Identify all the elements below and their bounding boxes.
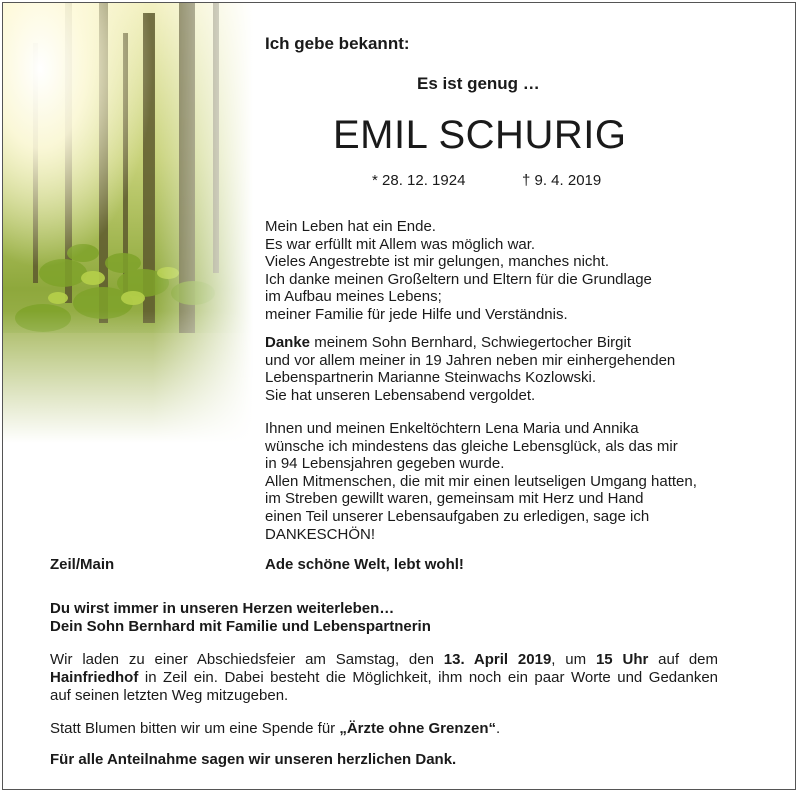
text-line: im Streben gewillt waren, gemeinsam mit Herz und Hand bbox=[265, 490, 644, 508]
charity-name: „Ärzte ohne Grenzen“ bbox=[339, 720, 497, 737]
ceremony-location: Hainfriedhof bbox=[50, 668, 139, 686]
text-line: Es war erfüllt mit Allem was möglich war. bbox=[265, 235, 536, 253]
text-line: wünsche ich mindestens das gleiche Lebensglück, als das mir bbox=[265, 437, 678, 455]
text-line: meiner Familie für jede Hilfe und Verständnis. bbox=[265, 305, 568, 323]
birth-date: * 28. 12. 1924 bbox=[372, 172, 466, 189]
invitation-paragraph bbox=[50, 651, 718, 704]
text-line: Lebenspartnerin Marianne Steinwachs Kozlowski. bbox=[265, 369, 597, 387]
text-line: in 94 Lebensjahren gegeben wurde. bbox=[265, 455, 505, 473]
deceased-name: EMIL SCHURIG bbox=[333, 113, 627, 157]
family-signature bbox=[50, 600, 718, 636]
thanks-word: Danke bbox=[265, 334, 311, 351]
paragraph-life bbox=[265, 218, 735, 324]
text-line: Vieles Angestrebte ist mir gelungen, manches nicht. bbox=[265, 253, 610, 271]
farewell-line: Ade schöne Welt, lebt wohl! bbox=[265, 556, 464, 573]
text-line: auf seinen letzten Weg mitzugeben. bbox=[50, 686, 289, 704]
text-line: Mein Leben hat ein Ende. bbox=[265, 218, 436, 235]
paragraph-thanks bbox=[265, 334, 735, 404]
ceremony-time: 15 Uhr bbox=[595, 651, 649, 668]
text-line: Danke meinem Sohn Bernhard, Schwiegertocher Birgit bbox=[265, 334, 632, 351]
death-date: † 9. 4. 2019 bbox=[522, 172, 602, 189]
text-line: Sie hat unseren Lebensabend vergoldet. bbox=[265, 386, 536, 404]
text-line: einen Teil unserer Lebensaufgaben zu erledigen, sage ich bbox=[265, 507, 650, 525]
family-line-2: Dein Sohn Bernhard mit Familie und Lebenspartnerin bbox=[50, 617, 431, 635]
text-line: Hainfriedhof in Zeil ein. Dabei besteht die Möglichkeit, ihm noch ein paar Worte und Gedanken bbox=[50, 668, 718, 686]
text-line: und vor allem meiner in 19 Jahren neben mir einhergehenden bbox=[265, 351, 676, 369]
forest-image bbox=[3, 3, 253, 443]
place-label: Zeil/Main bbox=[50, 556, 115, 573]
intro-heading: Ich gebe bekannt: bbox=[265, 34, 410, 53]
ceremony-date: 13. April 2019 bbox=[443, 651, 552, 668]
text-line: DANKESCHÖN! bbox=[265, 525, 376, 543]
donation-line: Statt Blumen bitten wir um eine Spende für „Ärzte ohne Grenzen“. bbox=[50, 720, 501, 737]
text-line: Ihnen und meinen Enkeltöchtern Lena Maria und Annika bbox=[265, 420, 639, 437]
closing-line: Für alle Anteilnahme sagen wir unseren herzlichen Dank. bbox=[50, 751, 457, 768]
paragraph-wishes bbox=[265, 420, 735, 543]
subtitle-heading: Es ist genug … bbox=[417, 74, 540, 93]
text-line: Wir laden zu einer Abschiedsfeier am Samstag, den 13. April 2019, um 15 Uhr auf dem bbox=[50, 651, 719, 668]
text-line: im Aufbau meines Lebens; bbox=[265, 288, 442, 306]
family-line-1: Du wirst immer in unseren Herzen weiterleben… bbox=[50, 600, 395, 617]
text-line: Ich danke meinen Großeltern und Eltern für die Grundlage bbox=[265, 270, 652, 288]
text-line: Allen Mitmenschen, die mit mir einen leutseligen Umgang hatten, bbox=[265, 472, 697, 490]
